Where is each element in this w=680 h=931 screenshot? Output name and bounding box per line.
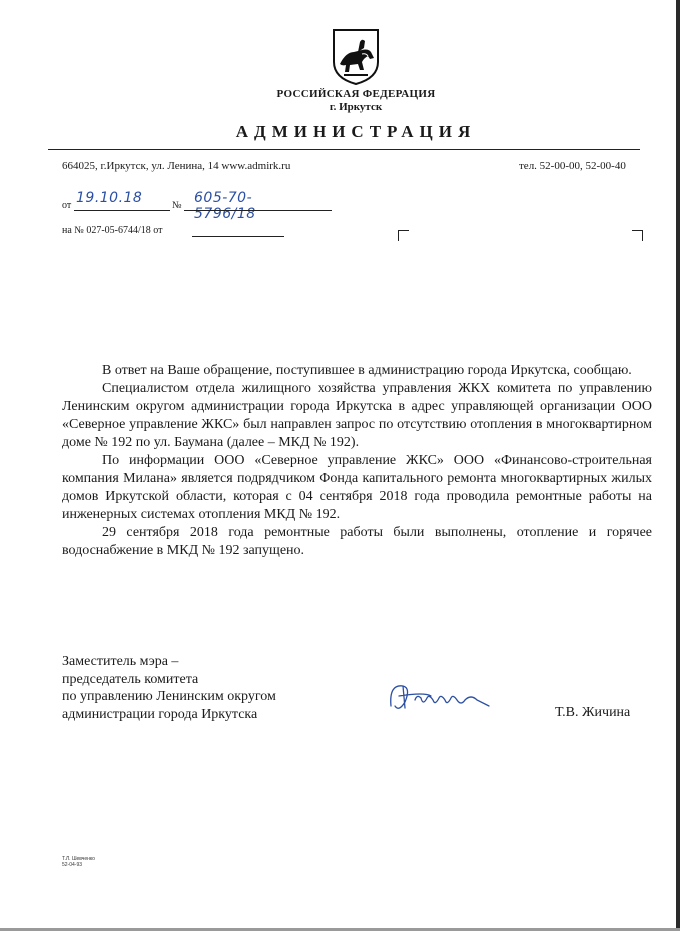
date-underline xyxy=(74,210,170,211)
executor-phone: 52-04-93 xyxy=(62,862,83,868)
postal-address: 664025, г.Иркутск, ул. Ленина, 14 www.admirk.ru xyxy=(62,160,291,172)
phone-numbers: тел. 52-00-00, 52-00-40 xyxy=(519,160,626,172)
body-paragraph: Специалистом отдела жилищного хозяйства управления ЖКХ комитета по управлению Ленинским округом администрации города Иркутска в адрес управляющей организации ООО «Северное управление ЖКС» был направлен запрос по отсутствию отопления в многоквартирном доме № 192 по ул. Баумана (далее – МКД № 192). xyxy=(62,381,652,450)
country-name: РОССИЙСКАЯ ФЕДЕРАЦИЯ xyxy=(276,88,436,100)
signatory-name: Т.В. Жичина xyxy=(555,705,631,720)
number-label: № xyxy=(172,200,182,211)
address-field-corner-left xyxy=(398,230,409,241)
outgoing-number: 605-70-5796/18 xyxy=(194,190,256,222)
position-line: администрации города Иркутска xyxy=(62,706,258,722)
body-paragraph: В ответ на Ваше обращение, поступившее в администрацию города Иркутска, сообщаю. xyxy=(102,363,632,378)
outgoing-date: 19.10.18 xyxy=(76,190,143,206)
city-coat-of-arms-icon xyxy=(332,28,380,86)
reply-from-label: от xyxy=(153,225,163,236)
handwritten-signature xyxy=(385,676,495,720)
body-paragraph: 29 сентября 2018 года ремонтные работы были выполнены, отопление и горячее водоснабжение в МКД № 192 запущено. xyxy=(62,525,652,558)
scan-edge-right xyxy=(676,0,680,931)
number-underline xyxy=(184,210,332,211)
position-line: председатель комитета xyxy=(62,671,199,687)
position-line: Заместитель мэра – xyxy=(62,654,179,669)
signatory-position xyxy=(62,653,276,723)
date-label: от xyxy=(62,200,72,211)
header-divider xyxy=(48,149,640,150)
city-name: г. Иркутск xyxy=(329,101,383,113)
executor-info xyxy=(62,856,95,868)
reference-line xyxy=(62,225,163,236)
reply-to-number: на № 027-05-6744/18 xyxy=(62,225,151,236)
body-paragraph: По информации ООО «Северное управление ЖКС» ООО «Финансово-строительная компания Милана» является подрядчиком Фонда капитального ремонта многоквартирных жилых домов Иркутской области, которая с 04 сентября 2018 года проводила ремонтные работы на инженерных системах отопления МКД № 192. xyxy=(62,453,652,522)
letter-body xyxy=(62,362,652,560)
organization-title: АДМИНИСТРАЦИЯ xyxy=(235,122,477,141)
position-line: по управлению Ленинским округом xyxy=(62,689,276,704)
address-field-corner-right xyxy=(632,230,643,241)
executor-name: Т.Л. Шевченко xyxy=(62,856,95,862)
reply-date-underline xyxy=(192,236,284,237)
